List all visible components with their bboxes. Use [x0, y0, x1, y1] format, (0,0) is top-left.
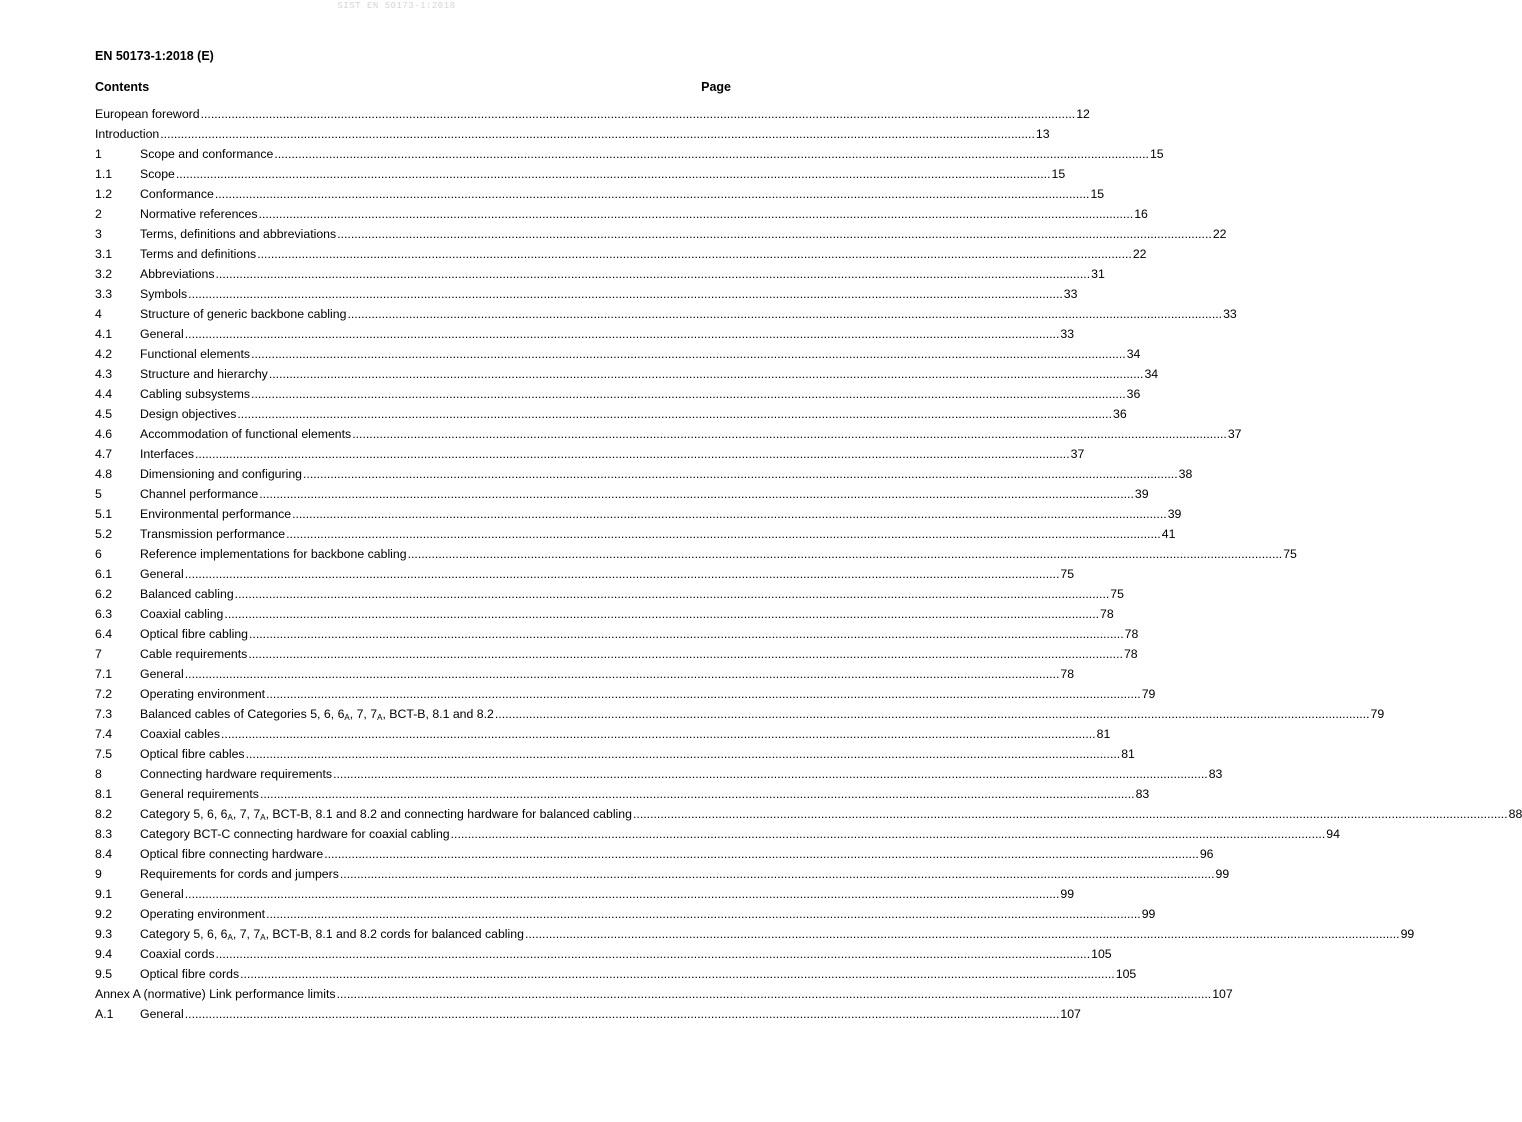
- toc-entry[interactable]: [95, 624, 1139, 644]
- toc-dot-leader: [216, 944, 1091, 964]
- toc-dot-leader: [495, 704, 1370, 724]
- toc-dot-leader: [633, 804, 1508, 824]
- toc-entry-number: 9.5: [95, 967, 113, 981]
- toc-entry-page: 81: [1121, 747, 1135, 761]
- toc-entry-page: 88: [1508, 807, 1522, 821]
- toc-dot-leader: [259, 484, 1134, 504]
- toc-dot-leader: [333, 764, 1208, 784]
- toc-dot-leader: [286, 524, 1161, 544]
- toc-entry-title: Introduction: [95, 127, 160, 141]
- toc-entry[interactable]: [95, 744, 1135, 764]
- toc-entry[interactable]: [95, 504, 1182, 524]
- toc-entry-number: 7.3: [95, 707, 113, 721]
- toc-entry-page: 37: [1227, 427, 1242, 441]
- toc-entry-page: 99: [1215, 867, 1230, 881]
- toc-entry-page: 36: [1126, 387, 1141, 401]
- toc-entry[interactable]: [95, 864, 1230, 884]
- toc-entry-title: General: [140, 327, 184, 341]
- toc-entry[interactable]: [95, 184, 1105, 204]
- table-of-contents: [95, 104, 1522, 1024]
- toc-entry-title: Scope: [140, 167, 175, 181]
- toc-entry-page: 79: [1370, 707, 1385, 721]
- toc-entry-title: Accommodation of functional elements: [140, 427, 352, 441]
- contents-label: Contents: [95, 80, 150, 94]
- toc-entry[interactable]: [95, 524, 1176, 544]
- toc-entry-page: 33: [1223, 307, 1237, 321]
- toc-entry-number: 5.1: [95, 507, 113, 521]
- toc-entry[interactable]: [95, 464, 1193, 484]
- toc-entry[interactable]: [95, 384, 1141, 404]
- toc-dot-leader: [235, 584, 1110, 604]
- toc-entry[interactable]: [95, 1004, 1081, 1024]
- toc-entry-page: 36: [1113, 407, 1127, 421]
- toc-entry-page: 34: [1126, 347, 1141, 361]
- toc-entry-page: 39: [1134, 487, 1149, 501]
- toc-entry-title: Optical fibre connecting hardware: [140, 847, 324, 861]
- toc-entry-number: 8.3: [95, 827, 113, 841]
- toc-entry[interactable]: [95, 424, 1242, 444]
- toc-entry[interactable]: [95, 404, 1127, 424]
- toc-entry-page: 83: [1135, 787, 1150, 801]
- toc-entry[interactable]: [95, 304, 1237, 324]
- toc-entry-title: Coaxial cords: [140, 947, 215, 961]
- toc-dot-leader: [185, 324, 1060, 344]
- toc-dot-leader: [451, 824, 1326, 844]
- toc-entry-number: 2: [95, 207, 102, 221]
- toc-entry-title: Dimensioning and configuring: [140, 467, 303, 481]
- toc-entry-number: 9.2: [95, 907, 113, 921]
- toc-entry[interactable]: [95, 444, 1085, 464]
- toc-entry-number: 4.3: [95, 367, 113, 381]
- toc-entry-number: 6.1: [95, 567, 113, 581]
- toc-dot-leader: [269, 364, 1144, 384]
- toc-entry-number: 7.5: [95, 747, 113, 761]
- toc-entry-title: Connecting hardware requirements: [140, 767, 333, 781]
- toc-entry-number: 7.2: [95, 687, 113, 701]
- toc-entry-title: Coaxial cables: [140, 727, 220, 741]
- toc-entry-title: General: [140, 567, 184, 581]
- toc-entry-page: 31: [1091, 267, 1105, 281]
- toc-entry[interactable]: [95, 564, 1075, 584]
- toc-entry[interactable]: [95, 644, 1138, 664]
- toc-entry-page: 39: [1167, 507, 1182, 521]
- toc-dot-leader: [251, 384, 1126, 404]
- toc-entry-number: 6.2: [95, 587, 113, 601]
- toc-entry-number: 4.7: [95, 447, 113, 461]
- toc-entry-page: 12: [1076, 107, 1090, 121]
- toc-entry-number: 7: [95, 647, 102, 661]
- toc-entry-title: Structure of generic backbone cabling: [140, 307, 347, 321]
- toc-entry-page: 33: [1060, 327, 1075, 341]
- toc-entry-page: 81: [1096, 727, 1111, 741]
- toc-entry-title: Interfaces: [140, 447, 194, 461]
- toc-entry-page: 22: [1212, 227, 1227, 241]
- toc-dot-leader: [266, 684, 1141, 704]
- toc-entry-page: 22: [1132, 247, 1147, 261]
- toc-entry-title: Category 5, 6, $6_A$, 7, $7_A$, BCT-B, 8.1 and 8.2 cords for balanced cabling: [140, 927, 524, 942]
- toc-dot-leader: [274, 144, 1149, 164]
- toc-dot-leader: [251, 344, 1126, 364]
- toc-entry[interactable]: [95, 144, 1164, 164]
- toc-entry-title: Scope and conformance: [140, 147, 274, 161]
- toc-entry-number: 5: [95, 487, 102, 501]
- toc-entry-page: 96: [1199, 847, 1214, 861]
- toc-entry-number: 1: [95, 147, 102, 161]
- toc-entry-page: 75: [1110, 587, 1124, 601]
- toc-entry[interactable]: [95, 124, 1050, 144]
- toc-entry-page: 78: [1100, 607, 1114, 621]
- toc-dot-leader: [292, 504, 1167, 524]
- toc-dot-leader: [185, 664, 1060, 684]
- toc-dot-leader: [259, 204, 1134, 224]
- toc-entry-title: Optical fibre cables: [140, 747, 245, 761]
- toc-dot-leader: [525, 924, 1400, 944]
- toc-entry[interactable]: [95, 664, 1075, 684]
- toc-entry-number: 3.1: [95, 247, 113, 261]
- toc-entry[interactable]: [95, 284, 1078, 304]
- page-label: Page: [701, 80, 731, 94]
- toc-entry-title: Category BCT-C connecting hardware for coaxial cabling: [140, 827, 450, 841]
- toc-dot-leader: [237, 404, 1112, 424]
- toc-dot-leader: [337, 224, 1212, 244]
- toc-entry[interactable]: [95, 264, 1105, 284]
- contents-header: [95, 80, 731, 94]
- toc-entry-page: 105: [1115, 967, 1137, 981]
- toc-entry-title: Cabling subsystems: [140, 387, 251, 401]
- toc-entry[interactable]: [95, 904, 1156, 924]
- toc-entry-page: 105: [1091, 947, 1112, 961]
- toc-entry-title: Cable requirements: [140, 647, 248, 661]
- toc-entry[interactable]: [95, 604, 1114, 624]
- toc-entry-number: 4.4: [95, 387, 113, 401]
- toc-entry-number: 4.2: [95, 347, 113, 361]
- toc-dot-leader: [185, 884, 1060, 904]
- toc-entry-number: 8.4: [95, 847, 113, 861]
- toc-entry-title: Normative references: [140, 207, 258, 221]
- toc-dot-leader: [352, 424, 1227, 444]
- toc-entry-title: Reference implementations for backbone cabling: [140, 547, 407, 561]
- toc-entry-page: 16: [1134, 207, 1148, 221]
- toc-entry-title: Annex A (normative) Link performance limits: [95, 987, 336, 1001]
- toc-entry-page: 15: [1090, 187, 1105, 201]
- toc-entry-page: 15: [1149, 147, 1164, 161]
- toc-entry-title: Balanced cables of Categories 5, 6, $6_A$, 7, $7_A$, BCT-B, 8.1 and 8.2: [140, 707, 494, 722]
- toc-entry[interactable]: [95, 104, 1090, 124]
- toc-dot-leader: [185, 564, 1060, 584]
- toc-entry-number: 8.1: [95, 787, 113, 801]
- toc-entry[interactable]: [95, 884, 1075, 904]
- toc-entry-title: General: [140, 887, 184, 901]
- toc-entry-title: Conformance: [140, 187, 214, 201]
- toc-entry[interactable]: [95, 484, 1149, 504]
- toc-entry-title: Environmental performance: [140, 507, 292, 521]
- toc-dot-leader: [303, 464, 1178, 484]
- toc-entry[interactable]: [95, 824, 1340, 844]
- toc-dot-leader: [257, 244, 1132, 264]
- toc-entry-title: Design objectives: [140, 407, 237, 421]
- toc-entry-title: Balanced cabling: [140, 587, 234, 601]
- toc-entry[interactable]: [95, 244, 1147, 264]
- document-id: EN 50173-1:2018 (E): [95, 49, 214, 63]
- toc-entry-title: Category 5, 6, $6_A$, 7, $7_A$, BCT-B, 8.1 and 8.2 and connecting hardware for balanced cabling: [140, 807, 632, 822]
- toc-dot-leader: [266, 904, 1141, 924]
- toc-dot-leader: [246, 744, 1121, 764]
- toc-entry-page: 33: [1063, 287, 1078, 301]
- toc-entry-number: 9.4: [95, 947, 113, 961]
- toc-entry-number: A.1: [95, 1007, 114, 1021]
- toc-entry[interactable]: [95, 984, 1233, 1004]
- toc-dot-leader: [188, 284, 1063, 304]
- toc-entry-page: 78: [1123, 647, 1138, 661]
- toc-entry-number: 4.8: [95, 467, 113, 481]
- toc-entry-title: Coaxial cabling: [140, 607, 224, 621]
- toc-entry-page: 99: [1141, 907, 1156, 921]
- toc-entry-title: Abbreviations: [140, 267, 215, 281]
- toc-entry-page: 37: [1070, 447, 1085, 461]
- toc-dot-leader: [347, 304, 1222, 324]
- toc-entry-page: 99: [1400, 927, 1415, 941]
- toc-entry[interactable]: [95, 764, 1223, 784]
- toc-entry-title: Terms, definitions and abbreviations: [140, 227, 337, 241]
- toc-entry-number: 3.2: [95, 267, 113, 281]
- toc-entry[interactable]: [95, 324, 1075, 344]
- toc-entry[interactable]: [95, 584, 1124, 604]
- toc-entry-page: 107: [1060, 1007, 1081, 1021]
- toc-dot-leader: [248, 644, 1123, 664]
- toc-entry-page: 99: [1060, 887, 1075, 901]
- toc-entry-page: 15: [1051, 167, 1066, 181]
- toc-entry-page: 78: [1124, 627, 1139, 641]
- watermark: SIST EN 50173-1:2018: [337, 1, 456, 11]
- toc-dot-leader: [340, 864, 1215, 884]
- toc-entry[interactable]: [95, 944, 1112, 964]
- toc-entry-title: Operating environment: [140, 687, 266, 701]
- toc-entry-title: Terms and definitions: [140, 247, 257, 261]
- toc-dot-leader: [249, 624, 1124, 644]
- toc-dot-leader: [216, 264, 1091, 284]
- toc-entry-title: Functional elements: [140, 347, 251, 361]
- toc-entry-number: 1.2: [95, 187, 113, 201]
- toc-entry-title: General requirements: [140, 787, 259, 801]
- toc-entry-page: 75: [1283, 547, 1297, 561]
- toc-entry[interactable]: [95, 804, 1522, 824]
- toc-entry[interactable]: [95, 224, 1227, 244]
- toc-entry-number: 8: [95, 767, 102, 781]
- toc-entry-page: 107: [1212, 987, 1233, 1001]
- toc-entry-page: 34: [1144, 367, 1159, 381]
- toc-entry[interactable]: [95, 204, 1148, 224]
- toc-entry-title: Symbols: [140, 287, 188, 301]
- toc-entry-number: 6.3: [95, 607, 113, 621]
- toc-entry-number: 6: [95, 547, 102, 561]
- toc-entry[interactable]: [95, 364, 1159, 384]
- toc-entry-number: 1.1: [95, 167, 113, 181]
- toc-entry[interactable]: [95, 784, 1150, 804]
- toc-entry-number: 3.3: [95, 287, 113, 301]
- toc-entry-number: 3: [95, 227, 102, 241]
- toc-entry[interactable]: [95, 684, 1156, 704]
- toc-entry-title: Operating environment: [140, 907, 266, 921]
- toc-entry-title: Optical fibre cabling: [140, 627, 248, 641]
- toc-entry-title: Requirements for cords and jumpers: [140, 867, 339, 881]
- toc-dot-leader: [221, 724, 1096, 744]
- toc-dot-leader: [224, 604, 1099, 624]
- toc-dot-leader: [185, 1004, 1060, 1024]
- toc-dot-leader: [201, 104, 1076, 124]
- toc-entry[interactable]: [95, 844, 1214, 864]
- toc-entry-number: 4.5: [95, 407, 113, 421]
- toc-dot-leader: [195, 444, 1070, 464]
- toc-entry-title: Channel performance: [140, 487, 259, 501]
- toc-entry-number: 9.3: [95, 927, 113, 941]
- toc-entry-number: 6.4: [95, 627, 113, 641]
- toc-entry-page: 79: [1141, 687, 1156, 701]
- toc-dot-leader: [160, 124, 1035, 144]
- toc-entry-number: 5.2: [95, 527, 113, 541]
- toc-dot-leader: [408, 544, 1283, 564]
- toc-entry-page: 38: [1178, 467, 1193, 481]
- toc-entry-number: 4.1: [95, 327, 113, 341]
- toc-dot-leader: [337, 984, 1212, 1004]
- toc-entry-page: 78: [1060, 667, 1075, 681]
- toc-entry-title: General: [140, 667, 184, 681]
- toc-dot-leader: [215, 184, 1090, 204]
- toc-entry-number: 9.1: [95, 887, 113, 901]
- toc-entry[interactable]: [95, 924, 1415, 944]
- toc-entry[interactable]: [95, 164, 1066, 184]
- toc-entry-number: 9: [95, 867, 102, 881]
- toc-entry-page: 83: [1208, 767, 1223, 781]
- toc-entry-number: 7.4: [95, 727, 113, 741]
- toc-entry[interactable]: [95, 544, 1297, 564]
- toc-entry-title: European foreword: [95, 107, 200, 121]
- toc-entry-page: 41: [1161, 527, 1176, 541]
- toc-entry-page: 94: [1326, 827, 1340, 841]
- toc-entry-title: Structure and hierarchy: [140, 367, 268, 381]
- toc-entry[interactable]: [95, 724, 1111, 744]
- toc-dot-leader: [176, 164, 1051, 184]
- toc-entry[interactable]: [95, 344, 1141, 364]
- toc-entry-page: 75: [1060, 567, 1075, 581]
- toc-entry-number: 8.2: [95, 807, 113, 821]
- toc-entry[interactable]: [95, 704, 1385, 724]
- toc-entry-title: General: [140, 1007, 184, 1021]
- toc-dot-leader: [324, 844, 1199, 864]
- toc-entry-title: Optical fibre cords: [140, 967, 240, 981]
- toc-dot-leader: [240, 964, 1115, 984]
- toc-entry[interactable]: [95, 964, 1137, 984]
- toc-entry-page: 13: [1035, 127, 1050, 141]
- toc-entry-title: Transmission performance: [140, 527, 286, 541]
- toc-entry-number: 7.1: [95, 667, 113, 681]
- toc-entry-number: 4.6: [95, 427, 113, 441]
- toc-dot-leader: [260, 784, 1135, 804]
- toc-entry-number: 4: [95, 307, 102, 321]
